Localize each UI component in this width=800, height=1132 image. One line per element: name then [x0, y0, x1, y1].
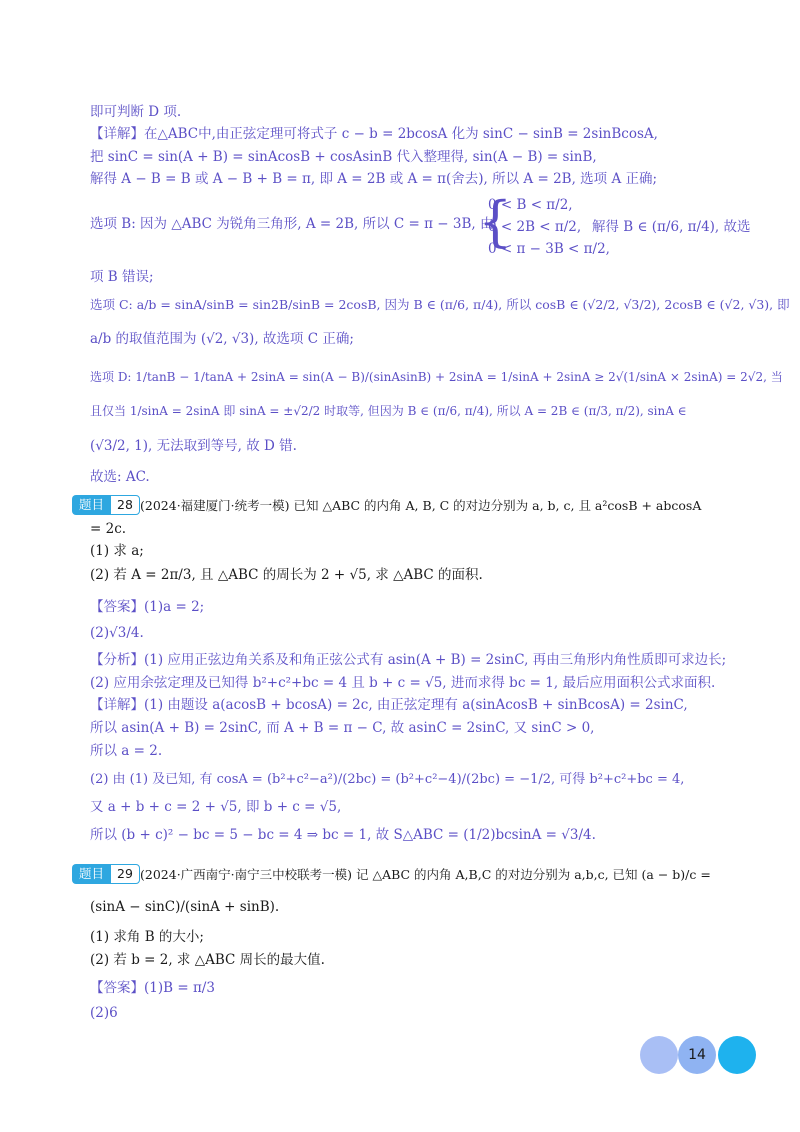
solution-line: 选项 B: 因为 △ABC 为锐角三角形, A = 2B, 所以 C = π − 3B, 由 — [90, 216, 494, 232]
decor-circle-right — [718, 1036, 756, 1074]
question-number: 28 — [110, 495, 140, 515]
solution-line: 选项 C: a/b = sinA/sinB = sin2B/sinB = 2cosB, 因为 B ∈ (π/6, π/4), 所以 cosB ∈ (√2/2, √3/2), 2cosB ∈ (√2, √3), 即 — [90, 297, 790, 312]
question-text: (2024·福建厦门·统考一模) 已知 △ABC 的内角 A, B, C 的对边分别为 a, b, c, 且 a²cosB + abcosA — [140, 498, 702, 513]
system-condition: 0 < π − 3B < π/2, — [488, 241, 610, 257]
system-condition: 0 < B < π/2, — [488, 197, 573, 213]
question-text: (sinA − sinC)/(sinA + sinB). — [90, 899, 280, 915]
page-number-badge — [640, 1036, 760, 1076]
solution-line: 即可判断 D 项. — [90, 104, 182, 120]
decor-circle-left — [640, 1036, 678, 1074]
answer-tag: 【答案】 — [90, 980, 144, 996]
solution-line: 解得 A − B = B 或 A − B + B = π, 即 A = 2B 或 A = π(舍去), 所以 A = 2B, 选项 A 正确; — [90, 171, 658, 187]
solution-line: (√3/2, 1), 无法取到等号, 故 D 错. — [90, 438, 297, 454]
solution-line: 【详解】在△ABC中,由正弦定理可将式子 c − b = 2bcosA 化为 sinC − sinB = 2sinBcosA, — [90, 126, 658, 142]
answer-line: 【答案】(1)a = 2; — [90, 599, 205, 615]
answer-tag: 【答案】 — [90, 599, 144, 615]
solution-line: 所以 (b + c)² − bc = 5 − bc = 4 ⇒ bc = 1, 故 S△ABC = (1/2)bcsinA = √3/4. — [90, 827, 596, 843]
system-condition: 0 < 2B < π/2, — [488, 219, 582, 235]
solution-line: 项 B 错误; — [90, 269, 154, 285]
solution-line: 选项 D: 1/tanB − 1/tanA + 2sinA = sin(A − B)/(sinAsinB) + 2sinA = 1/sinA + 2sinA ≥ 2√(1/sinA × 2sinA) = 2√2, 当 — [90, 370, 783, 384]
question-text: = 2c. — [90, 521, 127, 537]
question-badge-29 — [72, 864, 140, 884]
answer-line: (2)6 — [90, 1005, 118, 1021]
analysis-tag: 【分析】 — [90, 652, 144, 668]
answer-line: 【答案】(1)B = π/3 — [90, 980, 215, 996]
analysis-line: 【分析】(1) 应用正弦边角关系及和角正弦公式有 asin(A + B) = 2sinC, 再由三角形内角性质即可求边长; — [90, 652, 727, 668]
solution-line: 解得 B ∈ (π/6, π/4), 故选 — [592, 219, 751, 235]
question-text: (2) 若 b = 2, 求 △ABC 周长的最大值. — [90, 952, 325, 968]
answer-line: (2)√3/4. — [90, 625, 144, 641]
question-text: (2) 若 A = 2π/3, 且 △ABC 的周长为 2 + √5, 求 △ABC 的面积. — [90, 567, 483, 583]
detail-tag: 【详解】 — [90, 697, 144, 713]
solution-line: 且仅当 1/sinA = 2sinA 即 sinA = ±√2/2 时取等, 但因为 B ∈ (π/6, π/4), 所以 A = 2B ∈ (π/3, π/2), sinA ∈ — [90, 404, 687, 418]
solution-line: (2) 由 (1) 及已知, 有 cosA = (b²+c²−a²)/(2bc) = (b²+c²−4)/(2bc) = −1/2, 可得 b²+c²+bc = 4, — [90, 772, 685, 787]
solution-line: 又 a + b + c = 2 + √5, 即 b + c = √5, — [90, 799, 342, 815]
system-brace: { — [478, 190, 513, 253]
question-number: 29 — [110, 864, 140, 884]
question-label: 题目 — [72, 864, 110, 884]
solution-line: 【详解】(1) 由题设 a(acosB + bcosA) = 2c, 由正弦定理有 a(sinAcosB + sinBcosA) = 2sinC, — [90, 697, 688, 713]
question-text: (1) 求角 B 的大小; — [90, 929, 204, 945]
solution-line: 所以 a = 2. — [90, 743, 163, 759]
question-text: (1) 求 a; — [90, 543, 144, 559]
detail-tag: 【详解】 — [90, 126, 144, 142]
solution-line: a/b 的取值范围为 (√2, √3), 故选项 C 正确; — [90, 331, 354, 347]
analysis-line: (2) 应用余弦定理及已知得 b²+c²+bc = 4 且 b + c = √5, 进而求得 bc = 1, 最后应用面积公式求面积. — [90, 675, 716, 691]
page-number: 14 — [688, 1047, 706, 1063]
solution-line: 故选: AC. — [90, 469, 150, 485]
solution-line: 把 sinC = sin(A + B) = sinAcosB + cosAsinB 代入整理得, sin(A − B) = sinB, — [90, 149, 597, 165]
solution-line: 所以 asin(A + B) = 2sinC, 而 A + B = π − C, 故 asinC = 2sinC, 又 sinC > 0, — [90, 720, 595, 736]
question-label: 题目 — [72, 495, 110, 515]
question-text: (2024·广西南宁·南宁三中校联考一模) 记 △ABC 的内角 A,B,C 的对边分别为 a,b,c, 已知 (a − b)/c = — [140, 867, 711, 882]
question-badge-28 — [72, 495, 140, 515]
